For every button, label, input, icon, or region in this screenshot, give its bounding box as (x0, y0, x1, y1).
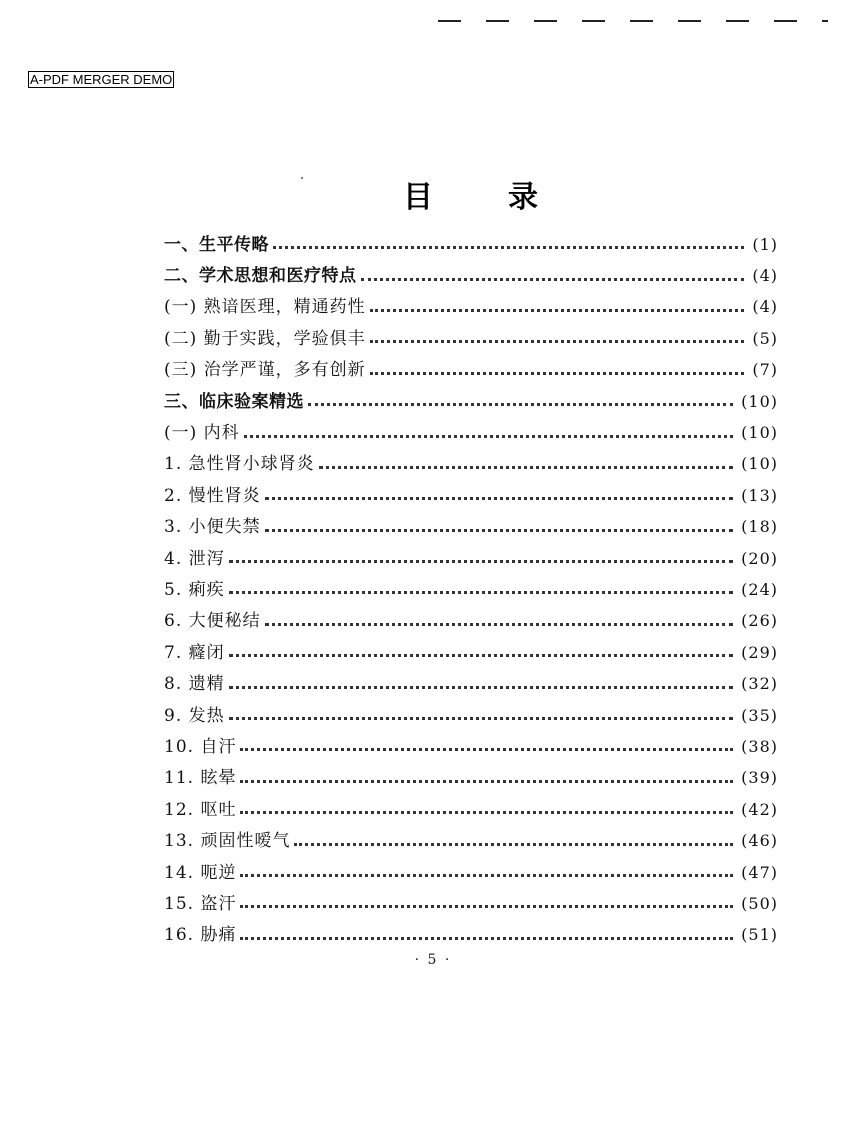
toc-entry-page: (10) (741, 423, 778, 443)
toc-entry (164, 512, 778, 543)
dot-leader (229, 560, 734, 563)
toc-entry-label: 三、临床验案精选 (164, 391, 304, 412)
dot-leader (265, 529, 734, 532)
toc-entry-page: (46) (741, 831, 778, 851)
toc-entry-page: (42) (741, 799, 778, 819)
toc-entry-label: (一) 熟谙医理，精通药性 (164, 297, 366, 318)
dot-leader (265, 497, 734, 500)
toc-entry-label: 1. 急性肾小球肾炎 (164, 454, 315, 475)
toc-entry (164, 229, 778, 260)
toc-entry-page: (50) (741, 893, 778, 913)
toc-entry (164, 292, 778, 323)
dash (438, 20, 461, 22)
toc-entry-label: 10. 自汗 (164, 736, 237, 757)
dash (582, 20, 605, 22)
dot-leader (229, 686, 734, 689)
toc-entry (164, 763, 778, 794)
toc-entry (164, 637, 778, 668)
header-dash-rule (438, 12, 858, 30)
toc-entry-page: (7) (752, 360, 778, 380)
dot-leader (294, 843, 733, 846)
toc-entry (164, 920, 778, 951)
toc-entry (164, 794, 778, 825)
toc-entry (164, 731, 778, 762)
toc-entry-label: 16. 胁痛 (164, 925, 237, 946)
toc-entry (164, 323, 778, 354)
toc-entry-label: 9. 发热 (164, 705, 225, 726)
dot-leader (240, 874, 733, 877)
toc-entry (164, 825, 778, 856)
dot-leader (240, 748, 733, 751)
dot-leader (240, 937, 733, 940)
toc-entry-page: (29) (741, 642, 778, 662)
toc-entry (164, 606, 778, 637)
dash (630, 20, 653, 22)
toc-entry (164, 417, 778, 448)
dash (678, 20, 701, 22)
toc-entry (164, 700, 778, 731)
dot-leader (308, 403, 733, 406)
toc-entry-page: (10) (741, 454, 778, 474)
dot-leader (265, 623, 734, 626)
dash (726, 20, 749, 22)
toc-entry-page: (20) (741, 548, 778, 568)
toc-entry-label: 12. 呕吐 (164, 799, 237, 820)
toc-entry-page: (18) (741, 517, 778, 537)
toc-entry-page: (35) (741, 705, 778, 725)
toc-entry-label: (一) 内科 (164, 423, 240, 444)
page-title (0, 176, 866, 220)
toc-entry (164, 480, 778, 511)
dot-leader (229, 717, 734, 720)
toc-entry-page: (39) (741, 768, 778, 788)
toc-entry (164, 386, 778, 417)
toc-entry-label: 一、生平传略 (164, 234, 269, 255)
toc-entry-page: (51) (741, 925, 778, 945)
dot-leader (240, 905, 733, 908)
dot-leader (244, 435, 733, 438)
dash (534, 20, 557, 22)
toc-entry-label: 14. 呃逆 (164, 862, 237, 883)
toc-entry-page: (4) (752, 266, 778, 286)
toc-entry-label: 5. 痢疾 (164, 579, 225, 600)
toc-entry-label: 7. 癃闭 (164, 642, 225, 663)
toc-entry (164, 355, 778, 386)
toc-entry (164, 888, 778, 919)
title-char-1: 目 (403, 180, 433, 215)
toc-entry-label: 4. 泄泻 (164, 548, 225, 569)
page-number: · 5 · (414, 952, 452, 968)
dot-leader (319, 466, 734, 469)
toc-entry-label: 13. 顽固性嗳气 (164, 831, 291, 852)
dash (486, 20, 509, 22)
toc-entry-label: 2. 慢性肾炎 (164, 485, 261, 506)
toc-entry-label: 8. 遗精 (164, 674, 225, 695)
toc-entry-page: (10) (741, 391, 778, 411)
toc-entry-label: 3. 小便失禁 (164, 517, 261, 538)
toc-entry (164, 543, 778, 574)
toc-entry-page: (26) (741, 611, 778, 631)
toc-entry-label: 6. 大便秘结 (164, 611, 261, 632)
toc-entry (164, 857, 778, 888)
table-of-contents (164, 229, 778, 951)
dot-leader (240, 811, 733, 814)
toc-entry-label: 二、学术思想和医疗特点 (164, 266, 357, 287)
toc-entry-label: (三) 治学严谨，多有创新 (164, 360, 366, 381)
dot-leader (370, 372, 745, 375)
toc-entry-page: (24) (741, 579, 778, 599)
toc-entry (164, 668, 778, 699)
toc-entry-page: (47) (741, 862, 778, 882)
toc-entry-page: (4) (752, 297, 778, 317)
toc-entry-page: (32) (741, 674, 778, 694)
toc-entry-label: (二) 勤于实践，学验俱丰 (164, 328, 366, 349)
dash (822, 20, 828, 22)
toc-entry-label: 11. 眩晕 (164, 768, 237, 789)
toc-entry (164, 449, 778, 480)
toc-entry-page: (1) (752, 234, 778, 254)
dot-leader (273, 246, 744, 249)
toc-entry (164, 260, 778, 291)
toc-entry-page: (38) (741, 736, 778, 756)
toc-entry (164, 574, 778, 605)
dot-leader (240, 780, 733, 783)
dot-leader (370, 309, 745, 312)
dot-leader (361, 278, 745, 281)
dot-leader (229, 654, 734, 657)
dash (774, 20, 797, 22)
toc-entry-page: (5) (752, 328, 778, 348)
toc-entry-page: (13) (741, 485, 778, 505)
watermark-label: A-PDF MERGER DEMO (30, 72, 173, 87)
toc-entry-label: 15. 盗汗 (164, 893, 237, 914)
dot-leader (229, 591, 734, 594)
title-char-2: 录 (508, 180, 538, 215)
dot-leader (370, 340, 745, 343)
